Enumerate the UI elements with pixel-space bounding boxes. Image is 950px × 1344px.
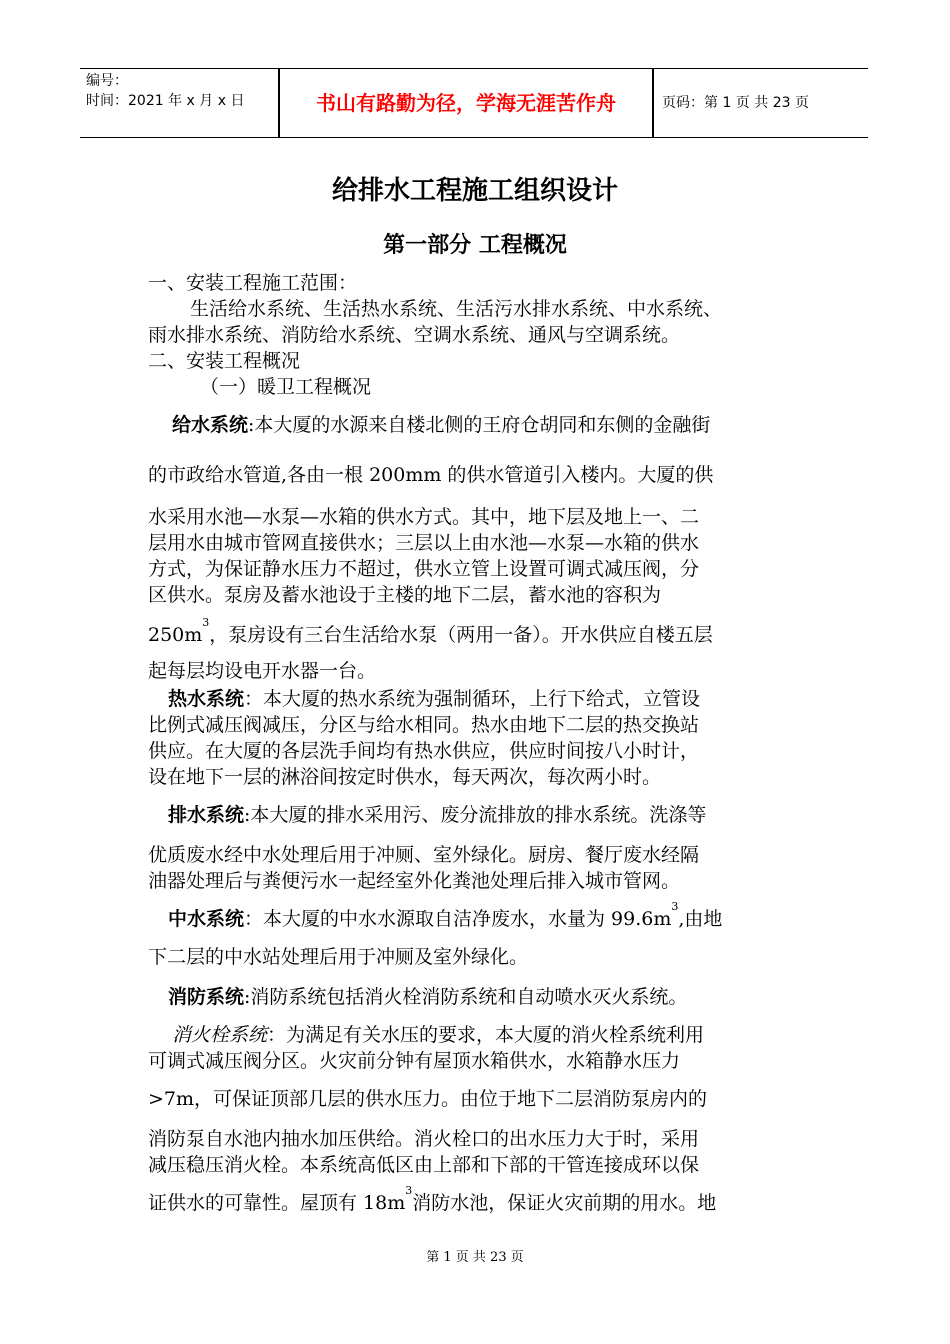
paragraph-line: 优质废水经中水处理后用于冲厕、室外绿化。厨房、餐厅废水经隔 xyxy=(148,844,700,866)
section-title: 第一部分 工程概况 xyxy=(383,233,567,258)
paragraph-line: 证供水的可靠性。屋顶有 $18m^3$消防水池，保证火灾前期的用水。地 xyxy=(148,1184,717,1214)
text-line: 二、安装工程概况 xyxy=(148,350,301,372)
water-system-heading: 给水系统 xyxy=(172,414,249,436)
paragraph-line: 水采用水池—水泵—水箱的供水方式。其中，地下层及地上一、二 xyxy=(148,506,700,528)
paragraph-line: 消防系统:消防系统包括消火栓消防系统和自动喷水灭火系统。 xyxy=(168,986,688,1008)
paragraph-line: 供应。在大厦的各层洗手间均有热水供应，供应时间按八小时计， xyxy=(148,740,700,762)
paragraph-line: 给水系统:本大厦的水源来自楼北侧的王府仓胡同和东侧的金融街 xyxy=(172,414,711,436)
header-divider xyxy=(652,69,654,137)
paragraph-line: 设在地下一层的淋浴间按定时供水，每天两次，每次两小时。 xyxy=(148,766,662,788)
header-code: 编号： xyxy=(86,73,128,89)
text-line: 一、安装工程施工范围： xyxy=(148,272,358,294)
hydrant-system-heading: 消火栓系统 xyxy=(172,1024,268,1046)
paragraph-line: >7m，可保证顶部几层的供水压力。由位于地下二层消防泵房内的 xyxy=(148,1088,708,1110)
header-table xyxy=(80,68,868,138)
header-page-info: 页码：第 1 页 共 23 页 xyxy=(662,95,809,111)
paragraph-line: 区供水。泵房及蓄水池设于主楼的地下二层，蓄水池的容积为 xyxy=(148,584,662,606)
paragraph-line: 起每层均设电开水器一台。 xyxy=(148,660,377,682)
paragraph-line: 中水系统：本大厦的中水水源取自洁净废水，水量为 $99.6m^3$,由地 xyxy=(168,900,723,930)
paragraph-line: 消防泵自水池内抽水加压供给。消火栓口的出水压力大于时，采用 xyxy=(148,1128,700,1150)
paragraph-line: 排水系统:本大厦的排水采用污、废分流排放的排水系统。洗涤等 xyxy=(168,804,707,826)
paragraph-line: 油器处理后与粪便污水一起经室外化粪池处理后排入城市管网。 xyxy=(148,870,681,892)
paragraph-line: 热水系统：本大厦的热水系统为强制循环，上行下给式，立管设 xyxy=(168,688,701,710)
text-line: 生活给水系统、生活热水系统、生活污水排水系统、中水系统、 xyxy=(190,298,723,320)
paragraph-line: 层用水由城市管网直接供水；三层以上由水池—水泵—水箱的供水 xyxy=(148,532,700,554)
page-footer: 第 1 页 共 23 页 xyxy=(426,1250,524,1265)
paragraph-line: 减压稳压消火栓。本系统高低区由上部和下部的干管连接成环以保 xyxy=(148,1154,700,1176)
paragraph-line: $250m^3$，泵房设有三台生活给水泵（两用一备）。开水供应自楼五层 xyxy=(148,616,713,646)
paragraph-line: 可调式减压阀分区。火灾前分钟有屋顶水箱供水，水箱静水压力 xyxy=(148,1050,681,1072)
fire-system-heading: 消防系统 xyxy=(168,986,245,1008)
reclaimed-water-heading: 中水系统 xyxy=(168,908,245,930)
drainage-heading: 排水系统 xyxy=(168,804,245,826)
paragraph-line: 的市政给水管道,各由一根 200mm 的供水管道引入楼内。大厦的供 xyxy=(148,464,714,486)
paragraph-line: 消火栓系统：为满足有关水压的要求，本大厦的消火栓系统利用 xyxy=(172,1024,705,1046)
paragraph-line: 方式，为保证静水压力不超过，供水立管上设置可调式减压阀，分 xyxy=(148,558,700,580)
text-line: 雨水排水系统、消防给水系统、空调水系统、通风与空调系统。 xyxy=(148,324,681,346)
paragraph-line: 下二层的中水站处理后用于冲厕及室外绿化。 xyxy=(148,946,529,968)
header-time: 时间：2021 年 x 月 x 日 xyxy=(86,93,245,109)
paragraph-line: 比例式减压阀减压，分区与给水相同。热水由地下二层的热交换站 xyxy=(148,714,700,736)
text-line: （一）暖卫工程概况 xyxy=(200,376,372,398)
header-motto: 书山有路勤为径，学海无涯苦作舟 xyxy=(316,91,616,115)
header-meta xyxy=(80,69,278,137)
document-title: 给排水工程施工组织设计 xyxy=(331,176,618,206)
hot-water-heading: 热水系统 xyxy=(168,688,245,710)
